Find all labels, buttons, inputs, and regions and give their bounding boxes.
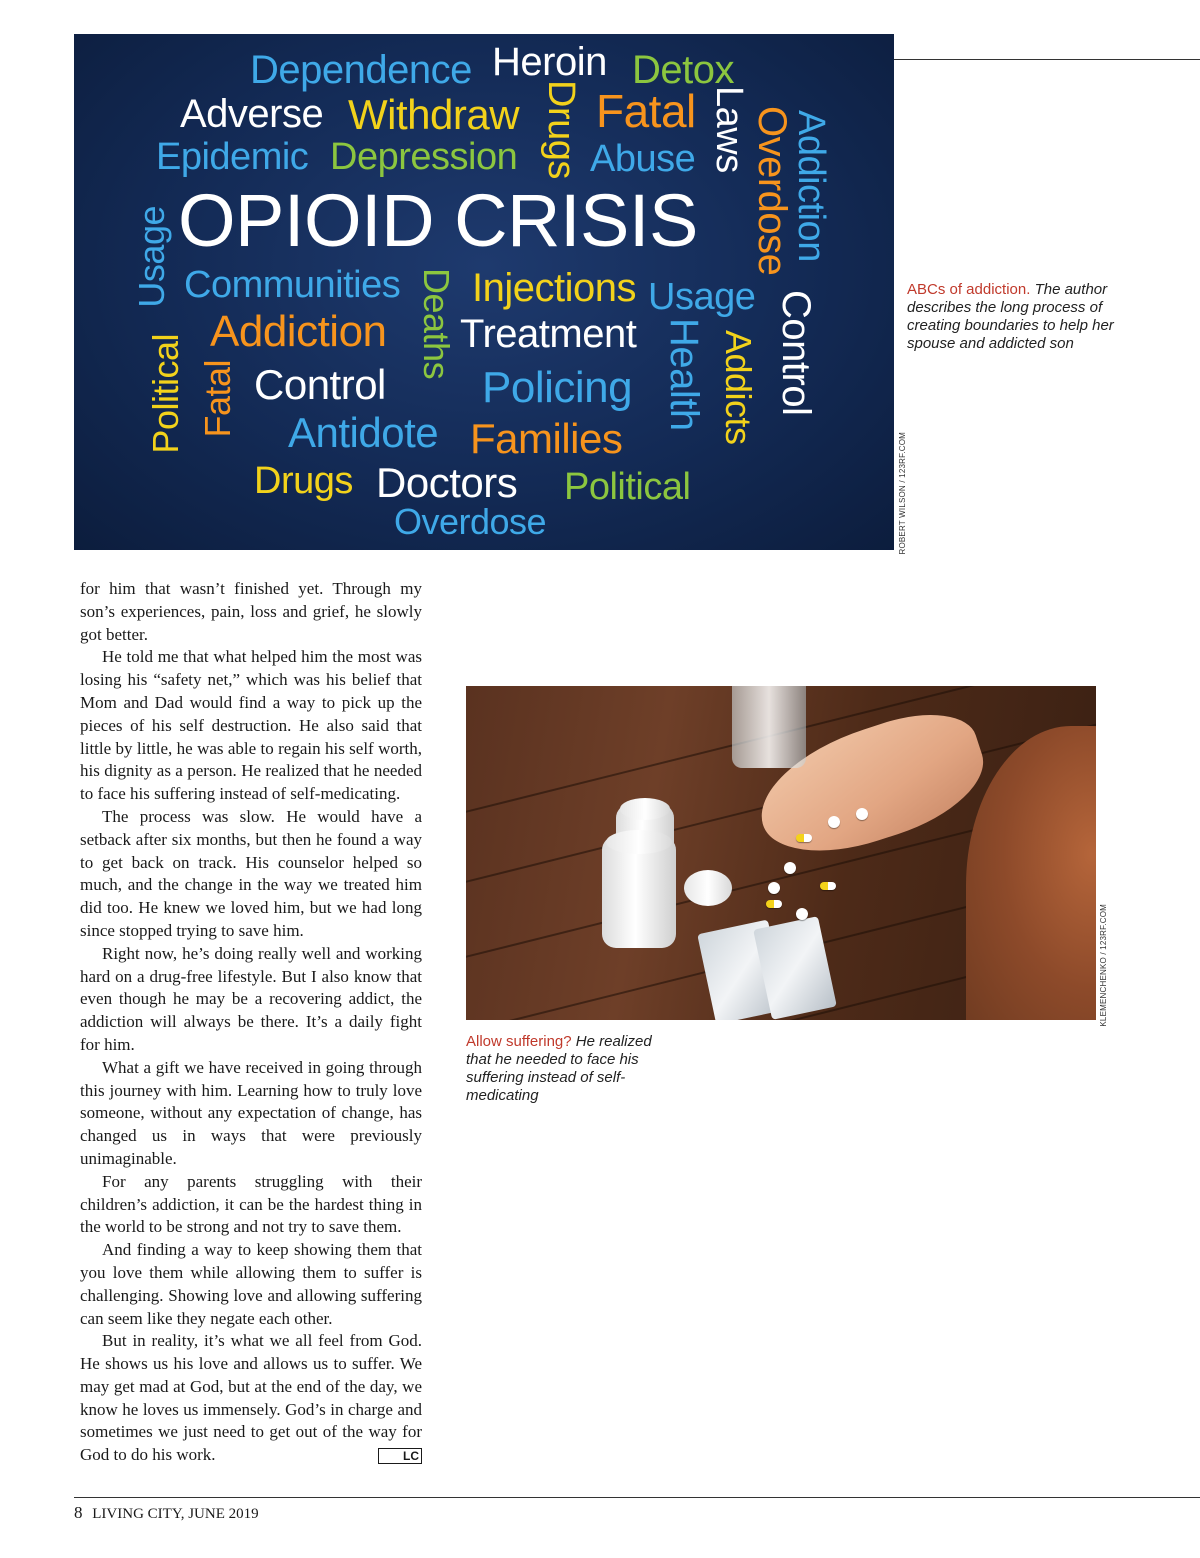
cloud-word: Drugs — [540, 80, 582, 179]
pills-photo-credit: KLEMENCHENKO / 123RF.COM — [1099, 904, 1108, 1027]
lc-end-mark: LC — [378, 1448, 422, 1464]
cloud-word: Political — [145, 334, 186, 454]
cloud-word: Detox — [632, 48, 734, 92]
cloud-word: Withdraw — [348, 91, 520, 138]
cloud-word: Control — [254, 361, 386, 408]
article-paragraph: The process was slow. He would have a setback after six months, but then he found a way to get back on track. His counselor helped so much, and the change in the way we treated him did too. He knew we loved him, but we had long since stopped trying to save him. — [80, 806, 422, 940]
article-paragraph-last — [80, 1330, 422, 1467]
caption-lead: Allow suffering? — [466, 1033, 572, 1050]
cloud-word: Dependence — [250, 48, 472, 92]
cloud-word: Overdose — [750, 106, 794, 276]
cloud-word: OPIOID CRISIS — [178, 179, 698, 262]
cloud-word: Epidemic — [156, 136, 309, 178]
cloud-word: Laws — [708, 86, 750, 173]
article-paragraph-text: But in reality, it’s what we all feel from God. He shows us his love and allows us to suffer. We may get mad at God, but at the end of the day, we know he loves us immensely. God’s in charge and sometimes we just need to get out of the way for God to do his work. — [80, 1331, 422, 1465]
opioid-crisis-word-cloud — [74, 34, 894, 550]
article-paragraph: For any parents struggling with their children’s addiction, it can be the hardest thing in the world to be strong and not try to save them. — [80, 1171, 422, 1237]
cloud-word: Political — [564, 466, 691, 508]
pills-photo — [466, 686, 1096, 1020]
cloud-word: Addicts — [718, 330, 759, 445]
cloud-word: Health — [662, 318, 706, 431]
cloud-word: Usage — [131, 206, 172, 308]
cloud-word: Deaths — [416, 268, 457, 380]
cloud-word: Control — [774, 290, 818, 416]
cloud-word: Treatment — [460, 312, 637, 356]
cloud-word: Doctors — [376, 459, 518, 506]
cloud-word: Fatal — [197, 360, 238, 438]
cloud-word: Adverse — [180, 92, 324, 136]
cloud-word: Antidote — [288, 409, 439, 456]
article-paragraph: And finding a way to keep showing them that you love them while allowing them to suffer is challenging. Showing love and allowing suffering can seem like they negate each other. — [80, 1240, 422, 1328]
cloud-word: Addiction — [790, 110, 832, 262]
caption-text: The author describes the long process of creating boundaries to help her spouse and addicted son — [907, 281, 1114, 352]
cloud-word: Overdose — [394, 501, 547, 542]
article-paragraph: What a gift we have received in going through this journey with him. Learning how to truly love someone, without any expectation of change, has changed us in ways that were previously unimaginable. — [80, 1057, 422, 1168]
publication-name: LIVING CITY, JUNE 2019 — [92, 1506, 259, 1522]
caption-lead: ABCs of addiction. — [907, 281, 1031, 298]
cloud-word: Communities — [184, 264, 401, 306]
cloud-word: Addiction — [210, 307, 387, 356]
wordcloud-photo-credit: ROBERT WILSON / 123RF.COM — [898, 432, 907, 555]
cloud-word: Fatal — [596, 85, 696, 137]
cloud-word: Drugs — [254, 460, 353, 502]
article-paragraph: He told me that what helped him the most was losing his “safety net,” which was his belief that Mom and Dad would find a way to pick up the pieces of his self destruction. He also said that little by little, he was able to regain his self worth, his dignity as a person. He realized that he needed to face his suffering instead of self-medicating. — [80, 647, 422, 804]
footer-rule — [74, 1497, 1200, 1498]
article-paragraph: for him that wasn’t finished yet. Through my son’s experiences, pain, loss and grief, he slowly got better. — [80, 579, 422, 644]
cloud-word: Injections — [472, 266, 636, 310]
page-number: 8 — [74, 1503, 83, 1522]
page-footer — [74, 1503, 259, 1523]
cloud-word: Heroin — [492, 40, 607, 84]
cloud-word: Abuse — [590, 138, 696, 180]
caption-text: He realized that he needed to face his suffering instead of self-medicating — [466, 1033, 652, 1104]
wordcloud-caption — [907, 281, 1147, 353]
header-rule — [894, 59, 1200, 60]
cloud-word: Policing — [482, 363, 633, 412]
article-body — [80, 578, 422, 1467]
cloud-word: Families — [470, 415, 623, 462]
cloud-word: Depression — [330, 136, 518, 178]
cloud-word: Usage — [648, 276, 756, 318]
pills-photo-caption — [466, 1033, 664, 1105]
article-paragraph: Right now, he’s doing really well and working hard on a drug-free lifestyle. But I also know that even though he may be a recovering addict, the addiction will always be there. It’s a daily fight for him. — [80, 943, 422, 1054]
